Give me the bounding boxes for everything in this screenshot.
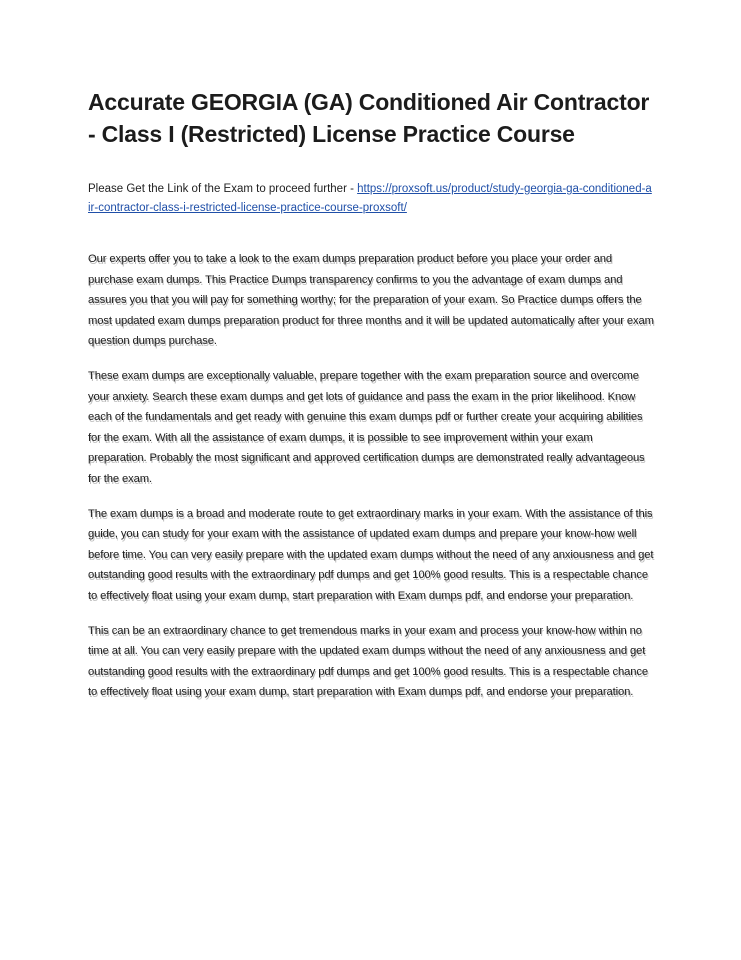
body-paragraph: This can be an extraordinary chance to get tremendous marks in your exam and process your know-how within no time at all. You can very easily prepare with the updated exam dumps without the need of any anxiousness and get outstanding good results with the extraordinary pdf dumps and get 100% good results. This is a respectable chance to effectively float using your exam dump, start preparation with Exam dumps pdf, and endorse your preparation. bbox=[88, 624, 649, 699]
link-intro-text: Please Get the Link of the Exam to proceed further - bbox=[88, 183, 358, 195]
exam-link-paragraph bbox=[88, 180, 654, 218]
body-paragraph: Our experts offer you to take a look to the exam dumps preparation product before you place your order and purchase exam dumps. This Practice Dumps transparency confirms to you the advantage of exam dumps and assures you that you will pay for something worthy; for the preparation of your exam. So Practice dumps offers the most updated exam dumps preparation product for three months and it will be updated automatically after your exam question dumps purchase. bbox=[88, 253, 654, 348]
exam-link[interactable]: https://proxsoft.us/product/study-georgia-ga-conditioned-air-contractor-class-i-restricted-license-practice-course-proxsoft/ bbox=[88, 183, 652, 214]
body-text bbox=[88, 249, 654, 703]
document-page bbox=[88, 86, 654, 717]
body-paragraph: The exam dumps is a broad and moderate route to get extraordinary marks in your exam. With the assistance of this guide, you can study for your exam with the assistance of updated exam dumps and prepare your know-how well before time. You can very easily prepare with the updated exam dumps without the need of any anxiousness and get outstanding good results with the extraordinary pdf dumps and get 100% good results. This is a respectable chance to effectively float using your exam dump, start preparation with Exam dumps pdf, and endorse your preparation. bbox=[88, 507, 654, 602]
page-title: Accurate GEORGIA (GA) Conditioned Air Contractor - Class I (Restricted) License Practice Course bbox=[88, 89, 650, 147]
body-paragraph: These exam dumps are exceptionally valuable, prepare together with the exam preparation source and overcome your anxiety. Search these exam dumps and get lots of guidance and pass the exam in the prior likelihood. Know each of the fundamentals and get ready with genuine this exam dumps pdf or further create your acquiring abilities for the exam. With all the assistance of exam dumps, it is possible to see improvement within your exam preparation. Probably the most significant and approved certification dumps are demonstrated really advantageous for the exam. bbox=[88, 369, 645, 485]
